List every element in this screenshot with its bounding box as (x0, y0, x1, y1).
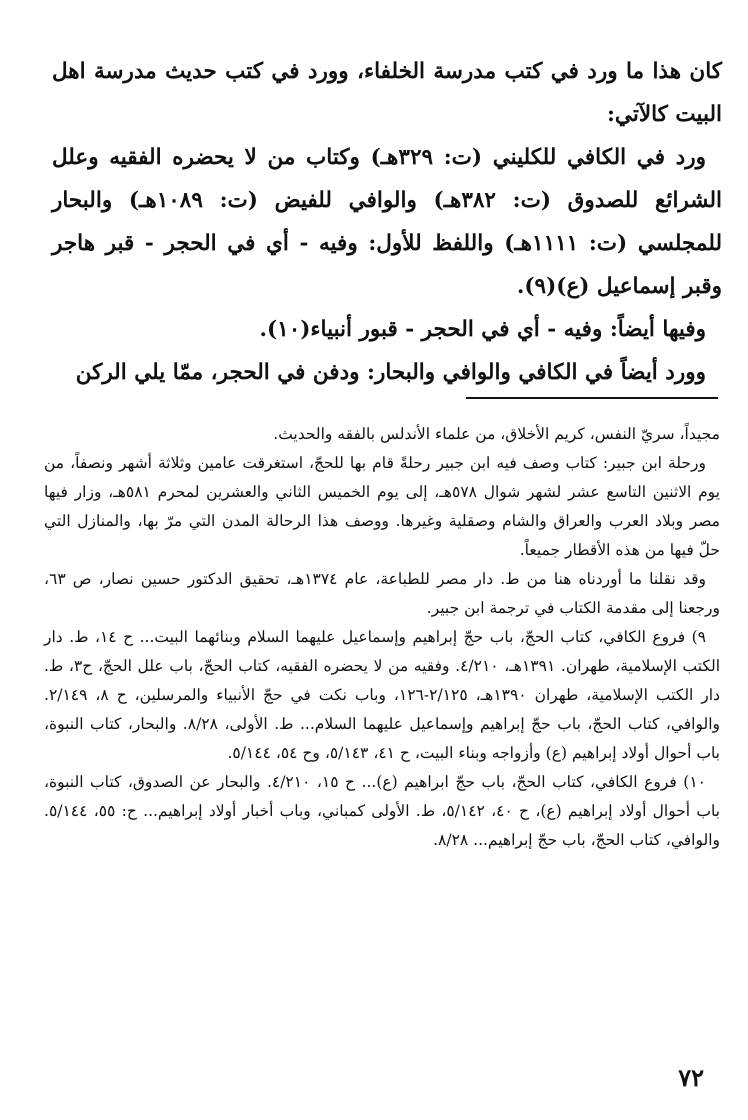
page-number: ٧٢ (678, 1063, 704, 1092)
footnote: ٩) فروع الكافي، كتاب الحجّ، باب حجّ إبراهيم وإسماعيل عليهما السلام وبنائهما البيت... ح ١٤، ط. دار الكتب الإسلامية، طهران. ١٣٩١هـ، ٤/٢١٠. وفقيه من لا يحضره الفقيه، كتاب الحجّ، باب علل الحجّ، ح٣، ط. دار الكتب الإسلامية، طهران ١٣٩٠هـ، ٢/١٢٥-١٢٦، وباب نكت في حجّ الأنبياء والمرسلين، ح ٨، ٢/١٤٩. والوافي، كتاب الحجّ، باب حجّ إبراهيم وإسماعيل عليهما السلام... ط. الأولى، ٨/٢٨. والبحار، كتاب النبوة، باب أحوال أولاد إبراهيم (ع) وأزواجه وبناء البيت، ح ٤١، ٥/١٤٣، وح ٥٤، ٥/١٤٤. (44, 628, 720, 762)
footnote: ورحلة ابن جبير: كتاب وصف فيه ابن جبير رحلةً قام بها للحجّ، استغرقت عامين وثلاثة أشهر ونصفاً، من يوم الاثنين التاسع عشر لشهر شوال ٥٧٨هـ، إلى يوم الخميس الثاني والعشرين لمحرم ٥٨١هـ، وزار فيها مصر وبلاد العرب والعراق والشام وصقلية وغيرها. ووصف هذا الرحالة المدن التي مرّ بها، والمنازل التي حلّ فيها من هذه الأقطار جميعاً. (44, 454, 720, 559)
main-paragraph: وورد أيضاً في الكافي والوافي والبحار: ودفن في الحجر، ممّا يلي الركن (75, 360, 706, 385)
main-paragraph: كان هذا ما ورد في كتب مدرسة الخلفاء، وورد في كتب حديث مدرسة اهل البيت كالآتي: (52, 59, 722, 127)
main-text (52, 50, 722, 394)
footnote: مجيداً، سريّ النفس، كريم الأخلاق، من علماء الأندلس بالفقه والحديث. (273, 425, 720, 443)
footnotes (44, 420, 720, 855)
main-paragraph: وفيها أيضاً: وفيه - أي في الحجر - قبور أنبياء(١٠). (259, 317, 706, 342)
footnote-divider (466, 397, 718, 399)
footnote: ١٠) فروع الكافي، كتاب الحجّ، باب حجّ ابراهيم (ع)... ح ١٥، ٤/٢١٠. والبحار عن الصدوق، كتاب النبوة، باب أحوال أولاد إبراهيم (ع)، ح ٤٠، ٥/١٤٢، ط. الأولى كمباني، وباب أخبار أولاد إبراهيم... ح: ٥٥، ٥/١٤٤. والوافي، كتاب الحجّ، باب حجّ إبراهيم... ٨/٢٨. (44, 773, 720, 849)
main-paragraph: ورد في الكافي للكليني (ت: ٣٢٩هـ) وكتاب من لا يحضره الفقيه وعلل الشرائع للصدوق (ت: ٣٨٢هـ) والوافي للفيض (ت: ١٠٨٩هـ) والبحار للمجلسي (ت: ١١١١هـ) واللفظ للأول: وفيه - أي في الحجر - قبر هاجر وقبر إسماعيل (ع)(٩). (52, 145, 723, 299)
footnote: وقد نقلنا ما أوردناه هنا من ط. دار مصر للطباعة، عام ١٣٧٤هـ، تحقيق الدكتور حسين نصار، ص ٦٣، ورجعنا إلى مقدمة الكتاب في ترجمة ابن جبير. (44, 570, 720, 617)
